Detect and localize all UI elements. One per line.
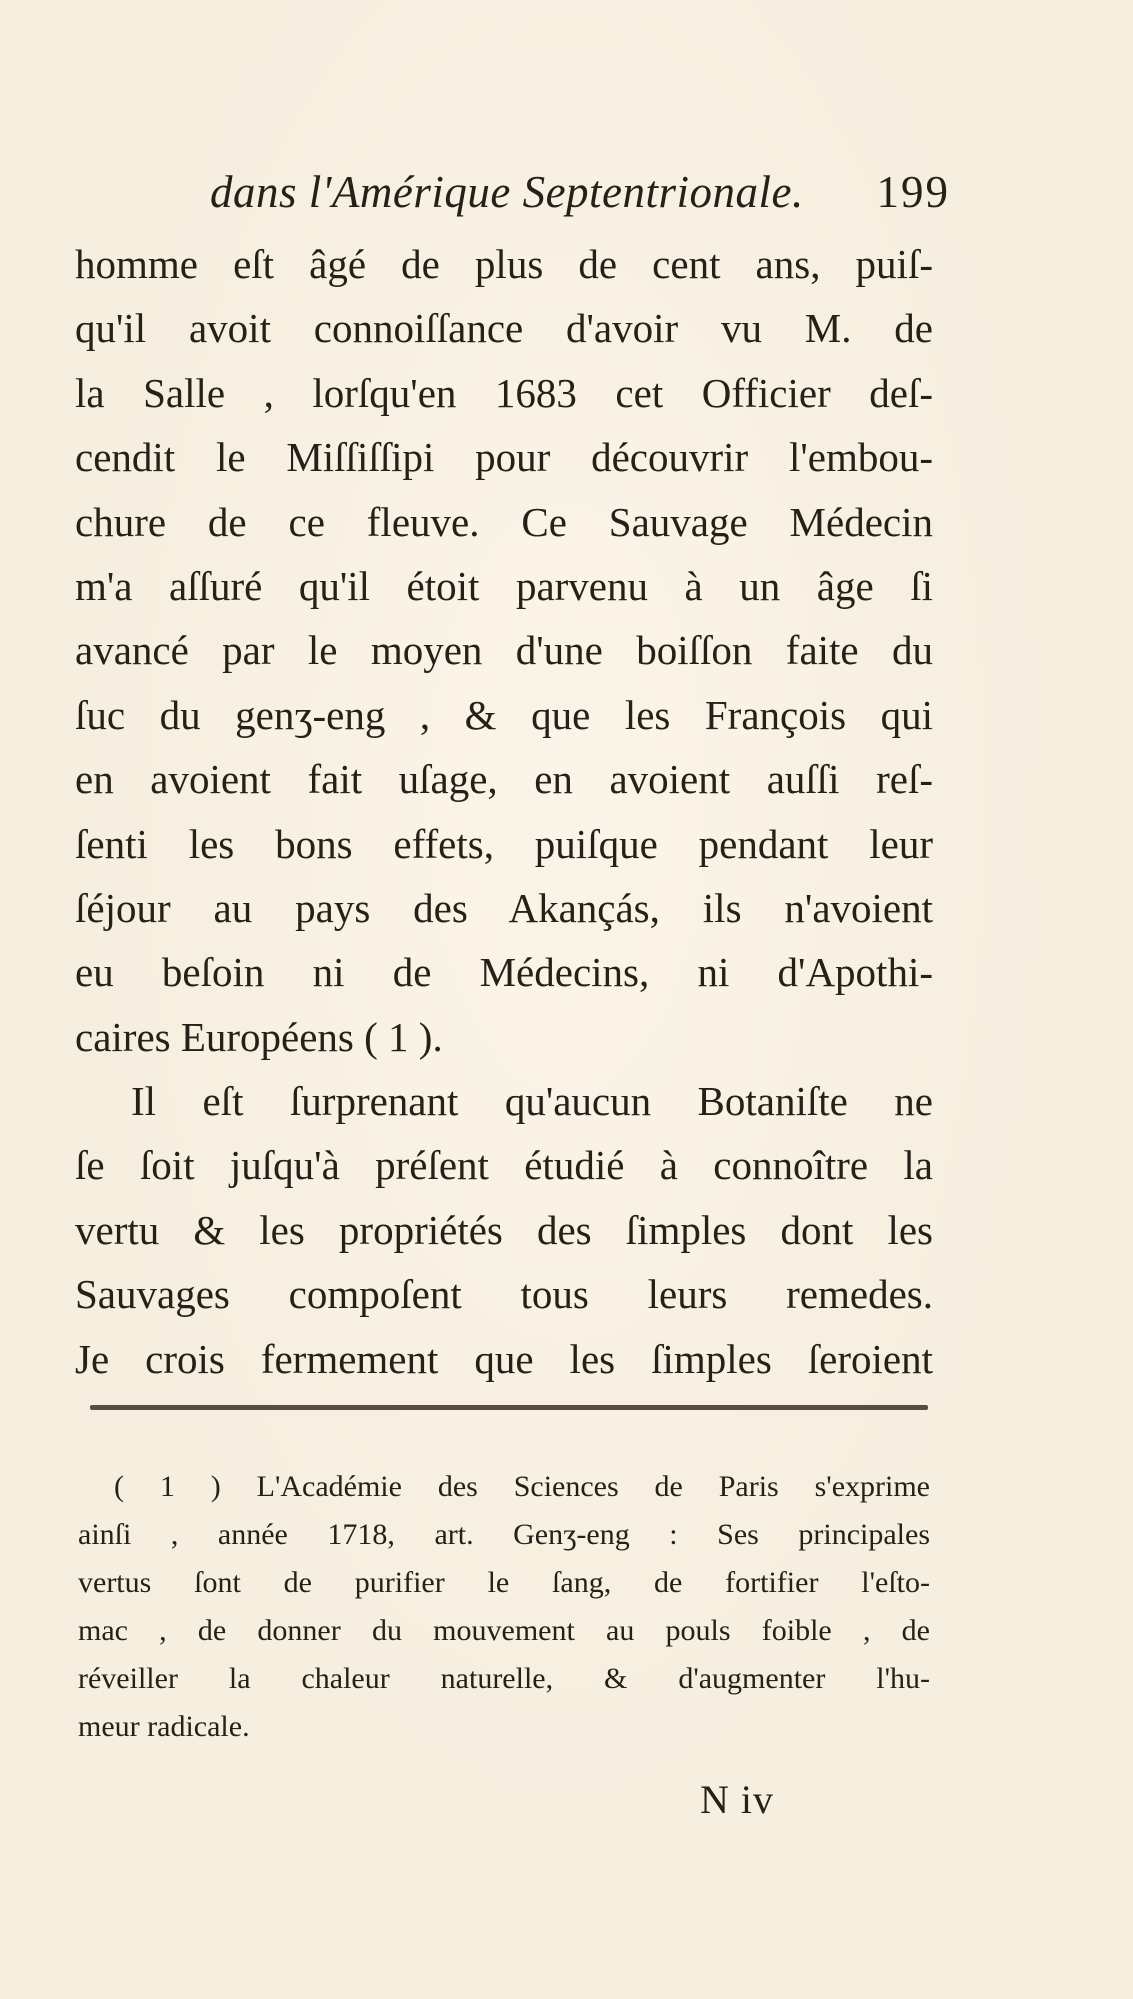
text-line: ſuc du genʒ-eng , & que les François qui — [75, 691, 933, 738]
text-line: m'a aſſuré qu'il étoit parvenu à un âge ſi — [75, 562, 933, 609]
text-line: cendit le Miſſiſſipi pour découvrir l'embou- — [75, 434, 933, 481]
text-line: avancé par le moyen d'une boiſſon faite du — [75, 627, 933, 674]
footnote-line: ( 1 ) L'Académie des Sciences de Paris s'exprime — [114, 1470, 930, 1503]
footnote-line: réveiller la chaleur naturelle, & d'augmenter l'hu- — [78, 1662, 930, 1695]
text-line: Je crois fermement que les ſimples ſeroient — [75, 1335, 933, 1382]
text-line: ſe ſoit juſqu'à préſent étudié à connoître la — [75, 1142, 933, 1189]
footnote-divider — [90, 1405, 928, 1410]
main-text — [75, 232, 933, 1391]
footnote-line: mac , de donner du mouvement au pouls foible , de — [78, 1614, 930, 1647]
text-line: Sauvages compoſent tous leurs remedes. — [75, 1271, 933, 1318]
text-line: vertu & les propriétés des ſimples dont les — [75, 1206, 933, 1253]
text-line: Il eſt ſurprenant qu'aucun Botaniſte ne — [131, 1078, 933, 1125]
page-header — [190, 166, 950, 226]
text-line: qu'il avoit connoiſſance d'avoir vu M. de — [75, 305, 933, 352]
text-line: homme eſt âgé de plus de cent ans, puiſ- — [75, 241, 933, 287]
text-line: chure de ce fleuve. Ce Sauvage Médecin — [75, 498, 933, 545]
footnote — [78, 1463, 930, 1751]
footnote-line: vertus ſont de purifier le ſang, de fortifier l'eſto- — [78, 1566, 930, 1599]
text-line: ſéjour au pays des Akançás, ils n'avoient — [75, 884, 933, 931]
text-line: la Salle , lorſqu'en 1683 cet Officier deſ- — [75, 369, 933, 416]
footnote-line: ainſi , année 1718, art. Genʒ-eng : Ses principales — [78, 1518, 930, 1551]
text-line: en avoient fait uſage, en avoient auſſi reſ- — [75, 756, 933, 803]
signature-mark: N iv — [700, 1777, 774, 1822]
running-title: dans l'Amérique Septentrionale. — [210, 167, 804, 217]
page-number: 199 — [876, 167, 950, 217]
text-line: ſenti les bons effets, puiſque pendant leur — [75, 820, 933, 867]
text-line: eu beſoin ni de Médecins, ni d'Apothi- — [75, 949, 933, 996]
text-line: caires Européens ( 1 ). — [75, 1013, 443, 1060]
footnote-line: meur radicale. — [78, 1710, 250, 1743]
